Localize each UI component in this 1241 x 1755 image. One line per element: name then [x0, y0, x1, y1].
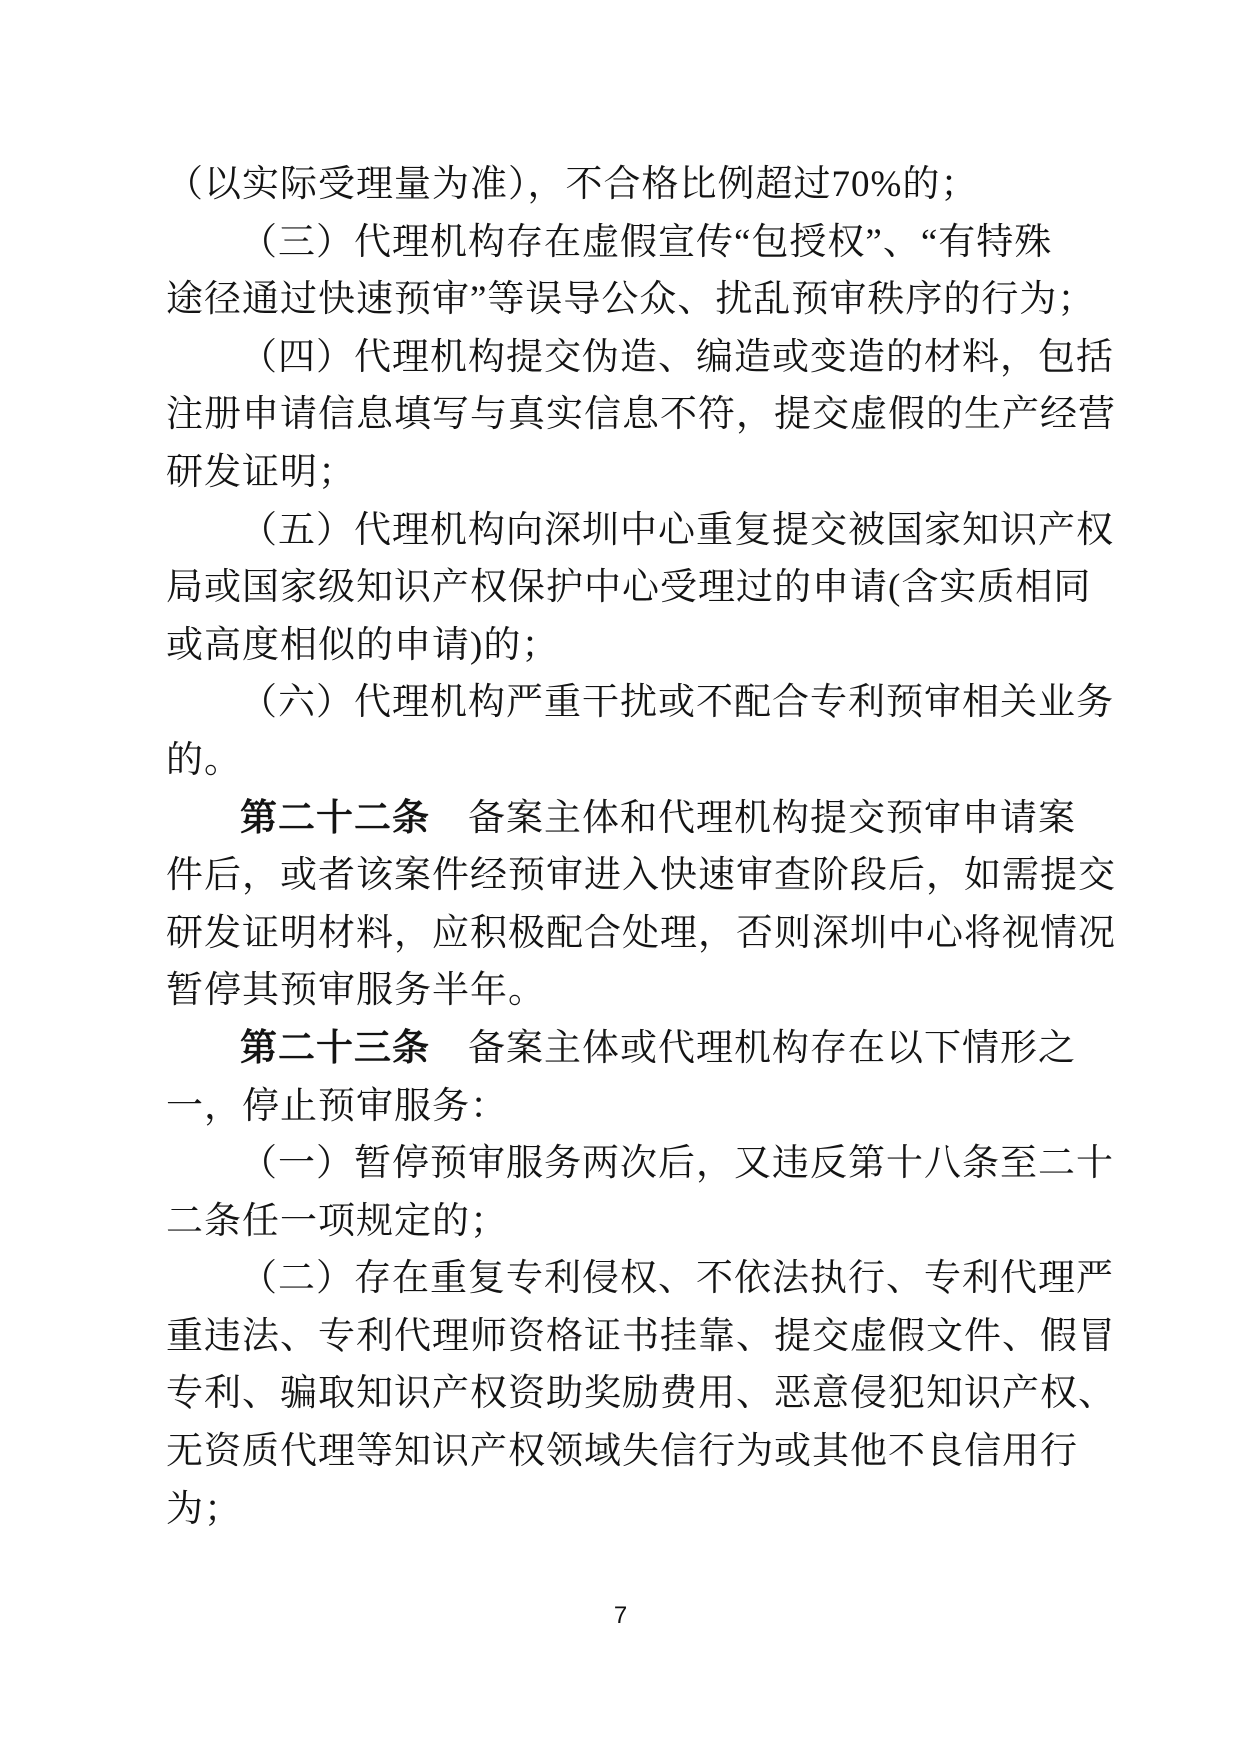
- page-footer: [0, 1602, 1241, 1630]
- text-line: [166, 502, 1114, 560]
- text-run: 注册申请信息填写与真实信息不符，提交虚假的生产经营: [166, 394, 1116, 436]
- text-line: [166, 1250, 1114, 1308]
- text-run: 研发证明；: [166, 451, 356, 493]
- text-line: [166, 1078, 1050, 1136]
- text-line: [166, 732, 1050, 790]
- text-line: [166, 559, 1092, 617]
- text-line: [166, 1365, 1116, 1423]
- text-run: （一）暂停预审服务两次后，又违反第十八条至二十: [240, 1143, 1114, 1185]
- text-line: [166, 1135, 1114, 1193]
- text-run: （四）代理机构提交伪造、编造或变造的材料，包括: [240, 336, 1114, 378]
- text-line: [166, 790, 1076, 848]
- text-line: [166, 156, 1050, 214]
- text-line: [166, 905, 1116, 963]
- text-run: 一，停止预审服务：: [166, 1085, 508, 1127]
- text-run: 重违法、专利代理师资格证书挂靠、提交虚假文件、假冒: [166, 1315, 1116, 1357]
- text-run: 研发证明材料，应积极配合处理，否则深圳中心将视情况: [166, 912, 1116, 954]
- text-line: [166, 1481, 1050, 1539]
- text-run: 途径通过快速预审”等误导公众、扰乱预审秩序的行为；: [166, 279, 1096, 321]
- text-run: （以实际受理量为准），不合格比例超过70%的；: [166, 164, 979, 205]
- text-line: [166, 674, 1114, 732]
- page-number: 7: [613, 1602, 628, 1629]
- text-line: [166, 1193, 1050, 1251]
- text-line: [166, 847, 1116, 905]
- text-run: （五）代理机构向深圳中心重复提交被国家知识产权: [240, 509, 1114, 551]
- text-line: [166, 962, 1050, 1020]
- text-line: [166, 617, 1050, 675]
- text-line: [166, 1308, 1116, 1366]
- document-body: [166, 156, 1116, 1538]
- text-run: 的。: [166, 739, 242, 781]
- text-run: 暂停其预审服务半年。: [166, 970, 546, 1012]
- text-run: 局或国家级知识产权保护中心受理过的申请(含实质相同: [166, 567, 1092, 609]
- article-heading: 第二十三条: [240, 1027, 430, 1069]
- text-run: （六）代理机构严重干扰或不配合专利预审相关业务: [240, 682, 1114, 724]
- text-line: [166, 329, 1114, 387]
- text-run: （三）代理机构存在虚假宣传“包授权”、“有特殊: [240, 221, 1053, 263]
- text-line: [166, 1423, 1078, 1481]
- text-run: 件后，或者该案件经预审进入快速审查阶段后，如需提交: [166, 855, 1116, 897]
- text-run: 备案主体或代理机构存在以下情形之: [430, 1027, 1076, 1069]
- text-line: [166, 444, 1050, 502]
- text-line: [166, 386, 1116, 444]
- text-run: 无资质代理等知识产权领域失信行为或其他不良信用行: [166, 1431, 1078, 1473]
- text-run: 专利、骗取知识产权资助奖励费用、恶意侵犯知识产权、: [166, 1373, 1116, 1415]
- text-line: [166, 1020, 1076, 1078]
- text-run: 二条任一项规定的；: [166, 1200, 508, 1242]
- text-run: （二）存在重复专利侵权、不依法执行、专利代理严: [240, 1258, 1114, 1300]
- text-run: 为；: [166, 1488, 242, 1530]
- text-run: 备案主体和代理机构提交预审申请案: [430, 797, 1076, 839]
- text-run: 或高度相似的申请)的；: [166, 624, 560, 666]
- article-heading: 第二十二条: [240, 797, 430, 839]
- text-line: [166, 214, 1053, 272]
- text-line: [166, 271, 1096, 329]
